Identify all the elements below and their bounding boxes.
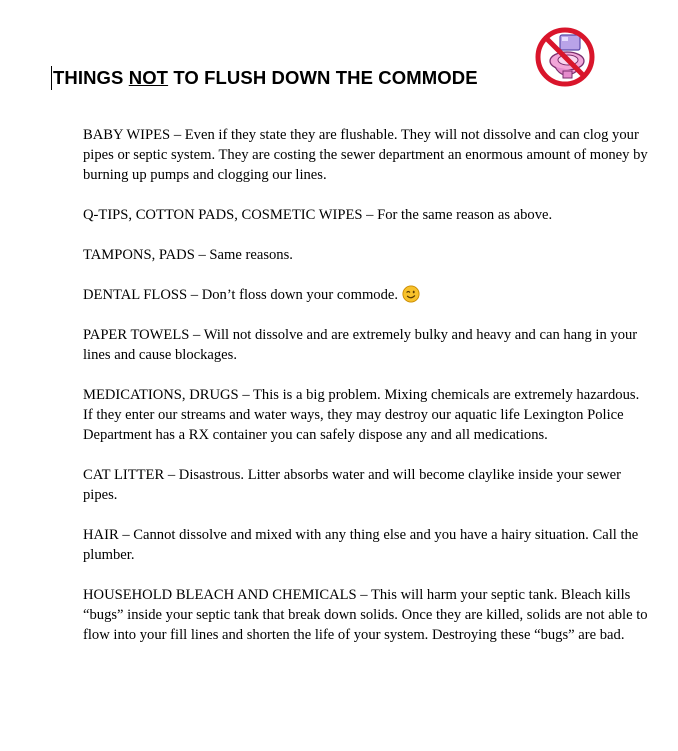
title-after: TO FLUSH DOWN THE COMMODE (168, 67, 478, 88)
title-not-emphasis: NOT (128, 67, 169, 88)
item-dental-floss (83, 285, 648, 305)
item-cat-litter: CAT LITTER – Disastrous. Litter absorbs water and will become claylike inside your sewer pipes. (83, 467, 621, 503)
page-title (53, 66, 478, 90)
document-body (83, 125, 648, 665)
item-baby-wipes: BABY WIPES – Even if they state they are flushable. They will not dissolve and can clog your pipes or septic system. They are costing the sewer department an enormous amount of money by burning up pumps and clogging our lines. (83, 127, 648, 183)
item-qtips: Q-TIPS, COTTON PADS, COSMETIC WIPES – For the same reason as above. (83, 207, 553, 223)
item-paper-towels: PAPER TOWELS – Will not dissolve and are extremely bulky and heavy and can hang in your lines and cause blockages. (83, 327, 638, 363)
title-before: THINGS (53, 67, 129, 88)
item-medications: MEDICATIONS, DRUGS – This is a big problem. Mixing chemicals are extremely hazardous. If they enter our streams and water ways, they may destroy our aquatic life Lexington Police Department has a RX container you can safely dispose any and all medications. (83, 387, 640, 443)
item-hair: HAIR – Cannot dissolve and mixed with any thing else and you have a hairy situation. Call the plumber. (83, 527, 639, 563)
winking-smiley-icon (402, 285, 420, 303)
item-tampons: TAMPONS, PADS – Same reasons. (83, 247, 293, 263)
item-dental-floss-text: DENTAL FLOSS – Don’t floss down your commode. (83, 287, 399, 303)
no-toilet-icon (533, 25, 597, 89)
item-bleach: HOUSEHOLD BLEACH AND CHEMICALS – This will harm your septic tank. Bleach kills “bugs” inside your septic tank that break down solids. Once they are killed, solids are not able to flow into your fill lines and shorten the life of your system. Destroying these “bugs” are bad. (83, 587, 648, 643)
text-cursor (51, 66, 52, 90)
